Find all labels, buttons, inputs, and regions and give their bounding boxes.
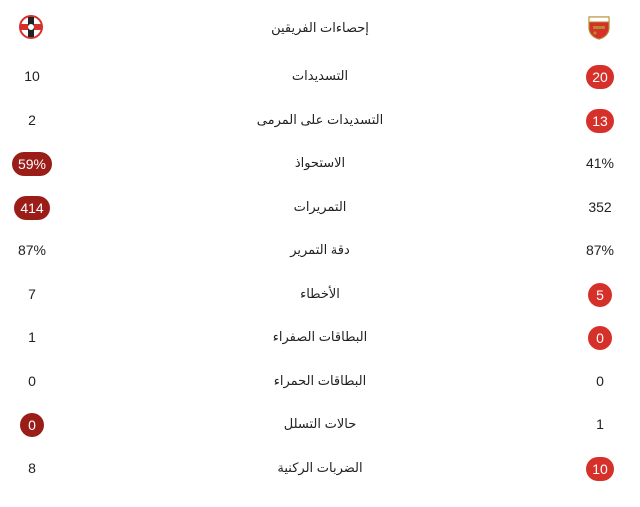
- stat-row: [0, 448, 640, 488]
- stat-value-left-badge: 0: [20, 413, 44, 437]
- stat-label: التسديدات على المرمى: [256, 111, 384, 127]
- stat-value-right: [570, 448, 630, 488]
- arsenal-crest-icon: [586, 14, 612, 40]
- stat-label: حالات التسلل: [283, 416, 357, 431]
- stat-value-right: [570, 230, 630, 270]
- stat-row: [0, 404, 640, 444]
- stat-value-left-text: 1: [28, 329, 36, 345]
- stat-value-right: [570, 100, 630, 140]
- stat-value-left: [0, 187, 64, 227]
- stat-row: [0, 317, 640, 357]
- stat-label: البطاقات الصفراء: [272, 329, 368, 344]
- stat-value-right-text: 0: [596, 372, 604, 389]
- stat-value-right-badge: 10: [586, 457, 614, 481]
- stat-value-left-text: 87%: [17, 242, 47, 258]
- stat-value-left-text: 10: [24, 68, 40, 84]
- stats-header: [0, 0, 640, 56]
- stat-value-right-text: 1: [596, 416, 604, 432]
- stat-value-right-badge: 5: [588, 283, 612, 307]
- stat-label: دقة التمرير: [290, 242, 350, 257]
- stat-value-right: [570, 143, 630, 183]
- stat-value-left: [0, 448, 64, 488]
- stat-row: [0, 143, 640, 183]
- stat-value-left: [0, 404, 64, 444]
- stat-value-left: [0, 274, 64, 314]
- stat-row: [0, 100, 640, 140]
- stat-label: التسديدات: [291, 68, 349, 83]
- stat-value-left: [0, 361, 64, 401]
- stat-value-right-badge: 20: [586, 65, 614, 89]
- stat-row: [0, 230, 640, 270]
- stat-value-left-badge: 59%: [12, 152, 52, 176]
- stat-value-right-text: 352: [588, 198, 612, 215]
- stat-value-right-text: 87%: [585, 242, 615, 258]
- stat-label: الاستحواذ: [294, 155, 346, 170]
- stat-value-right: [570, 56, 630, 96]
- stat-value-left-text: 2: [28, 111, 36, 128]
- stat-value-left-badge: 414: [14, 196, 49, 220]
- stat-value-right-badge: 13: [586, 109, 614, 133]
- stat-value-right: [570, 274, 630, 314]
- stat-value-left: [0, 100, 64, 140]
- stat-row: [0, 187, 640, 227]
- stat-value-right: [570, 404, 630, 444]
- stat-value-left: [0, 143, 64, 183]
- stat-row: [0, 56, 640, 96]
- stat-value-left: [0, 317, 64, 357]
- stat-value-left-text: 0: [28, 372, 36, 389]
- stat-value-right: [570, 317, 630, 357]
- stat-row: [0, 361, 640, 401]
- stat-value-right: [570, 187, 630, 227]
- stat-value-left: [0, 230, 64, 270]
- stat-label: الأخطاء: [300, 285, 340, 301]
- stat-value-right: [570, 361, 630, 401]
- stat-value-left-text: 7: [28, 285, 36, 302]
- stat-label: البطاقات الحمراء: [273, 372, 367, 388]
- stat-value-left-text: 8: [28, 459, 36, 476]
- stat-value-right-badge: 0: [588, 326, 612, 350]
- stat-label: التمريرات: [293, 198, 347, 214]
- page-title: إحصاءات الفريقين: [271, 20, 369, 35]
- stat-row: [0, 274, 640, 314]
- stat-value-left: [0, 56, 64, 96]
- stat-value-right-text: 41%: [585, 155, 615, 171]
- stat-label: الضربات الركنية: [277, 459, 363, 475]
